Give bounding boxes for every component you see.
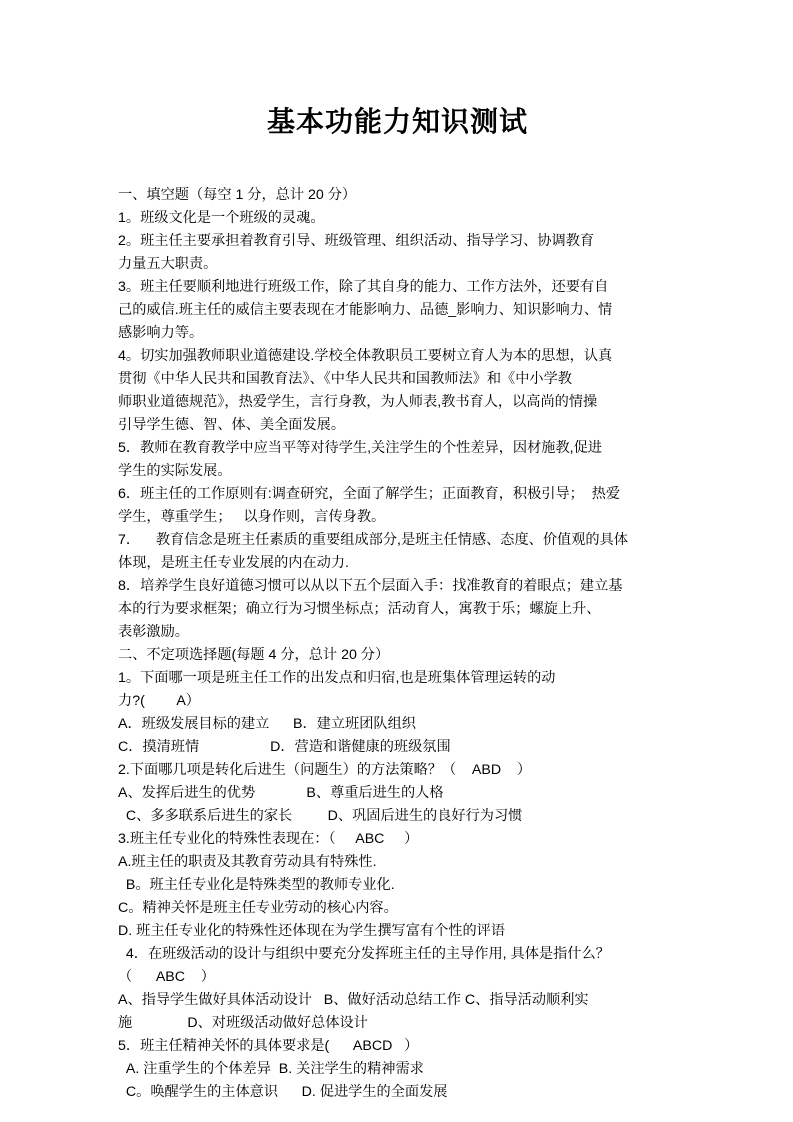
choice-line: 1。下面哪一项是班主任工作的出发点和归宿,也是班集体管理运转的动 [118, 670, 556, 687]
choice-line: C。精神关怀是班主任专业劳动的核心内容。 [118, 900, 398, 917]
choice-line: A. 注重学生的个体差异 B. 关注学生的精神需求 [118, 1061, 424, 1078]
fill-in-line: 感影响力等。 [118, 325, 204, 342]
fill-in-line: 体现，是班主任专业发展的内在动力. [118, 555, 349, 572]
fill-in-line: 7． 教育信念是班主任素质的重要组成部分,是班主任情感、态度、价值观的具体 [118, 532, 628, 549]
fill-in-line: 引导学生德、智、体、美全面发展。 [118, 417, 346, 434]
choice-line: A．班级发展目标的建立 B．建立班团队组织 [118, 716, 416, 733]
fill-in-line: 5．教师在教育教学中应当平等对待学生,关注学生的个性差异，因材施教,促进 [118, 440, 602, 457]
choice-line: B。班主任专业化是特殊类型的教师专业化. [118, 877, 395, 894]
choice-line: C、多多联系后进生的家长 D、巩固后进生的良好行为习惯 [118, 808, 523, 825]
choice-line: 5．班主任精神关怀的具体要求是( ABCD ） [118, 1038, 419, 1055]
fill-in-line: 8．培养学生良好道德习惯可以从以下五个层面入手：找准教育的着眼点；建立基 [118, 578, 623, 595]
section-heading-multiple-choice: 二、不定项选择题(每题 4 分，总计 20 分） [118, 647, 390, 664]
page-title: 基本功能力知识测试 [266, 106, 528, 137]
fill-in-line: 学生，尊重学生； 以身作则，言传身教。 [118, 509, 386, 526]
fill-in-line: 2。班主任主要承担着教育引导、班级管理、组织活动、指导学习、协调教育 [118, 233, 595, 250]
choice-line: 2.下面哪几项是转化后进生（问题生）的方法策略？（ ABD ） [118, 762, 532, 779]
choice-line: C。唤醒学生的主体意识 D. 促进学生的全面发展 [118, 1084, 448, 1101]
choice-line: 3.班主任专业化的特殊性表现在：（ ABC ） [118, 831, 419, 848]
choice-line: A、发挥后进生的优势 B、尊重后进生的人格 [118, 785, 444, 802]
fill-in-line: 3。班主任要顺利地进行班级工作，除了其自身的能力、工作方法外，还要有自 [118, 279, 609, 296]
fill-in-line: 表彰激励。 [118, 624, 189, 641]
fill-in-line: 1。班级文化是一个班级的灵魂。 [118, 210, 325, 227]
fill-in-line: 力量五大职责。 [118, 256, 218, 273]
choice-line: D. 班主任专业化的特殊性还体现在为学生撰写富有个性的评语 [118, 923, 506, 940]
section-heading-fill-in: 一、填空题（每空 1 分，总计 20 分） [118, 187, 357, 204]
choice-line: （ ABC ） [118, 969, 215, 986]
fill-in-line: 4。切实加强教师职业道德建设.学校全体教职员工要树立育人为本的思想，认真 [118, 348, 613, 365]
fill-in-line: 6．班主任的工作原则有:调查研究，全面了解学生；正面教育，积极引导； 热爱 [118, 486, 621, 503]
fill-in-line: 己的威信.班主任的威信主要表现在才能影响力、品德_影响力、知识影响力、情 [118, 302, 613, 319]
fill-in-line: 师职业道德规范》，热爱学生，言行身教，为人师表,教书育人，以高尚的情操 [118, 394, 598, 411]
fill-in-line: 学生的实际发展。 [118, 463, 232, 480]
choice-line: C．摸清班情 D．营造和谐健康的班级氛围 [118, 739, 451, 756]
choice-line: 力?( A） [118, 693, 200, 710]
choice-line: A.班主任的职责及其教育劳动具有特殊性. [118, 854, 377, 871]
choice-line: A、指导学生做好具体活动设计 B、做好活动总结工作 C、指导活动顺利实 [118, 992, 589, 1009]
document-body [118, 184, 707, 1104]
choice-line: 施 D、对班级活动做好总体设计 [118, 1015, 368, 1032]
choice-line: 4．在班级活动的设计与组织中要充分发挥班主任的主导作用, 具体是指什么？ [118, 946, 610, 963]
fill-in-line: 贯彻《中华人民共和国教育法》、《中华人民共和国教师法》和《中小学教 [118, 371, 572, 388]
fill-in-line: 本的行为要求框架；确立行为习惯坐标点；活动育人，寓教于乐；螺旋上升、 [118, 601, 601, 618]
